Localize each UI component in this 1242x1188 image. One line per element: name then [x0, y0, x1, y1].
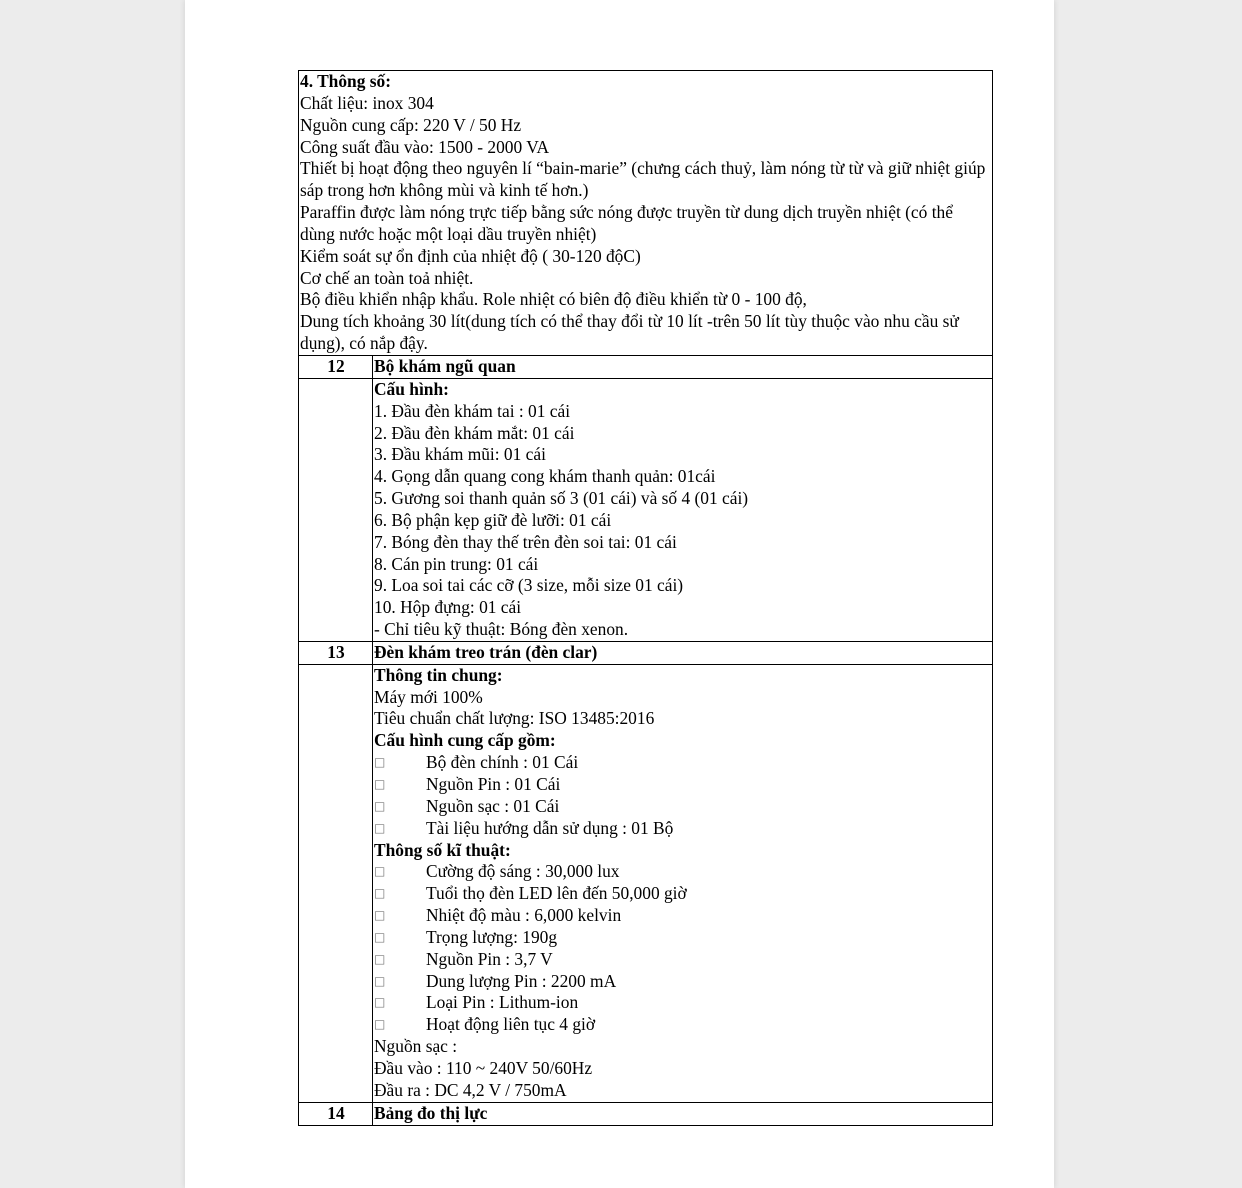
bullet-text: Cường độ sáng : 30,000 lux: [426, 861, 620, 882]
item-number: 13: [299, 641, 373, 664]
section4-line: Thiết bị hoạt động theo nguyên lí “bain-marie” (chưng cách thuỷ, làm nóng từ từ và giữ nhiệt giúp sáp trong hơn không mùi và kinh tế hơn.): [300, 158, 986, 201]
config-line: 4. Gọng dẫn quang cong khám thanh quản: 01cái: [374, 466, 716, 487]
tech-bullet: [374, 1014, 992, 1036]
bullet-text: Tuổi thọ đèn LED lên đến 50,000 giờ: [426, 883, 687, 904]
config-bullet: [374, 818, 992, 840]
section4-line: Chất liệu: inox 304: [300, 92, 434, 113]
config-bullet: [374, 774, 992, 796]
item-number-empty: [299, 664, 373, 1102]
charger-line: Nguồn sạc :: [374, 1036, 458, 1057]
tech-bullet: [374, 905, 992, 927]
config-heading: Cấu hình cung cấp gồm:: [374, 730, 556, 751]
checkbox-glyph-icon: □: [374, 820, 386, 835]
item-name: Bộ khám ngũ quan: [373, 355, 993, 378]
checkbox-glyph-icon: □: [374, 798, 386, 813]
tech-bullet: [374, 927, 992, 949]
section4-line: Công suất đầu vào: 1500 - 2000 VA: [300, 136, 550, 157]
item-number: 14: [299, 1102, 373, 1125]
checkbox-glyph-icon: □: [374, 886, 386, 901]
document-page: [185, 0, 1054, 1188]
config-line: - Chỉ tiêu kỹ thuật: Bóng đèn xenon.: [374, 619, 629, 640]
charger-line: Đầu ra : DC 4,2 V / 750mA: [374, 1079, 567, 1100]
checkbox-glyph-icon: □: [374, 864, 386, 879]
item13-details: [373, 664, 993, 1102]
config-bullet: [374, 796, 992, 818]
config-line: 3. Đầu khám mũi: 01 cái: [374, 444, 546, 465]
checkbox-glyph-icon: □: [374, 777, 386, 791]
item-number-empty: [299, 378, 373, 641]
config-heading: Cấu hình:: [374, 378, 449, 399]
config-line: 6. Bộ phận kẹp giữ đè lưỡi: 01 cái: [374, 509, 612, 530]
bullet-text: Nguồn Pin : 3,7 V: [426, 948, 553, 969]
item-number: 12: [299, 355, 373, 378]
tech-bullet: [374, 949, 992, 971]
spec-table: [298, 70, 993, 1126]
section4-line: Cơ chế an toàn toả nhiệt.: [300, 267, 474, 288]
section4-title: 4. Thông số:: [300, 71, 392, 91]
config-line: 7. Bóng đèn thay thế trên đèn soi tai: 01 cái: [374, 531, 677, 552]
tech-bullet: [374, 971, 992, 993]
section4-row: [299, 71, 993, 356]
section4-line: Dung tích khoảng 30 lít(dung tích có thể thay đổi từ 10 lít -trên 50 lít tùy thuộc vào nhu cầu sử dụng), có nắp đậy.: [300, 311, 959, 354]
checkbox-glyph-icon: □: [374, 995, 386, 1010]
general-heading: Thông tin chung:: [374, 664, 503, 685]
section4-line: Paraffin được làm nóng trực tiếp bằng sức nóng được truyền từ dung dịch truyền nhiệt (có thể dùng nước hoặc một loại dầu truyền nhiệt): [300, 202, 953, 244]
config-line: 9. Loa soi tai các cỡ (3 size, mỗi size 01 cái): [374, 575, 684, 596]
bullet-text: Trọng lượng: 190g: [426, 926, 558, 947]
bullet-text: Tài liệu hướng dẫn sử dụng : 01 Bộ: [426, 817, 674, 838]
tech-heading: Thông số kĩ thuật:: [374, 839, 511, 860]
checkbox-glyph-icon: □: [374, 908, 386, 923]
item-name: Bảng đo thị lực: [373, 1102, 993, 1125]
item13-header-row: [299, 641, 993, 664]
checkbox-glyph-icon: □: [374, 755, 386, 770]
bullet-text: Nguồn Pin : 01 Cái: [426, 774, 561, 794]
item12-details: [373, 378, 993, 641]
item13-detail-row: [299, 664, 993, 1102]
section4-line: Kiểm soát sự ổn định của nhiệt độ ( 30-120 độC): [300, 245, 641, 266]
checkbox-glyph-icon: □: [374, 973, 386, 988]
config-bullet: [374, 752, 992, 774]
bullet-text: Bộ đèn chính : 01 Cái: [426, 752, 579, 773]
general-line: Tiêu chuẩn chất lượng: ISO 13485:2016: [374, 708, 655, 729]
checkbox-glyph-icon: □: [374, 929, 386, 944]
item12-detail-row: [299, 378, 993, 641]
checkbox-glyph-icon: □: [374, 951, 386, 966]
tech-bullet: [374, 861, 992, 883]
item14-header-row: [299, 1102, 993, 1125]
bullet-text: Nguồn sạc : 01 Cái: [426, 795, 560, 816]
bullet-text: Nhiệt độ màu : 6,000 kelvin: [426, 905, 622, 926]
config-line: 8. Cán pin trung: 01 cái: [374, 553, 539, 574]
item12-header-row: [299, 355, 993, 378]
item-name: Đèn khám treo trán (đèn clar): [373, 641, 993, 664]
config-line: 5. Gương soi thanh quản số 3 (01 cái) và số 4 (01 cái): [374, 488, 749, 509]
charger-line: Đầu vào : 110 ~ 240V 50/60Hz: [374, 1057, 593, 1078]
checkbox-glyph-icon: □: [374, 1017, 386, 1032]
bullet-text: Dung lượng Pin : 2200 mA: [426, 970, 617, 991]
section4-line: Nguồn cung cấp: 220 V / 50 Hz: [300, 114, 522, 135]
bullet-text: Hoạt động liên tục 4 giờ: [426, 1014, 596, 1035]
general-line: Máy mới 100%: [374, 686, 483, 707]
section4-cell: [299, 71, 993, 356]
bullet-text: Loại Pin : Lithum-ion: [426, 992, 579, 1013]
config-line: 10. Hộp đựng: 01 cái: [374, 597, 522, 618]
tech-bullet: [374, 883, 992, 905]
config-line: 1. Đầu đèn khám tai : 01 cái: [374, 400, 571, 421]
tech-bullet: [374, 992, 992, 1014]
section4-line: Bộ điều khiển nhập khẩu. Role nhiệt có biên độ điều khiển từ 0 - 100 độ,: [300, 289, 807, 310]
config-line: 2. Đầu đèn khám mắt: 01 cái: [374, 422, 575, 443]
